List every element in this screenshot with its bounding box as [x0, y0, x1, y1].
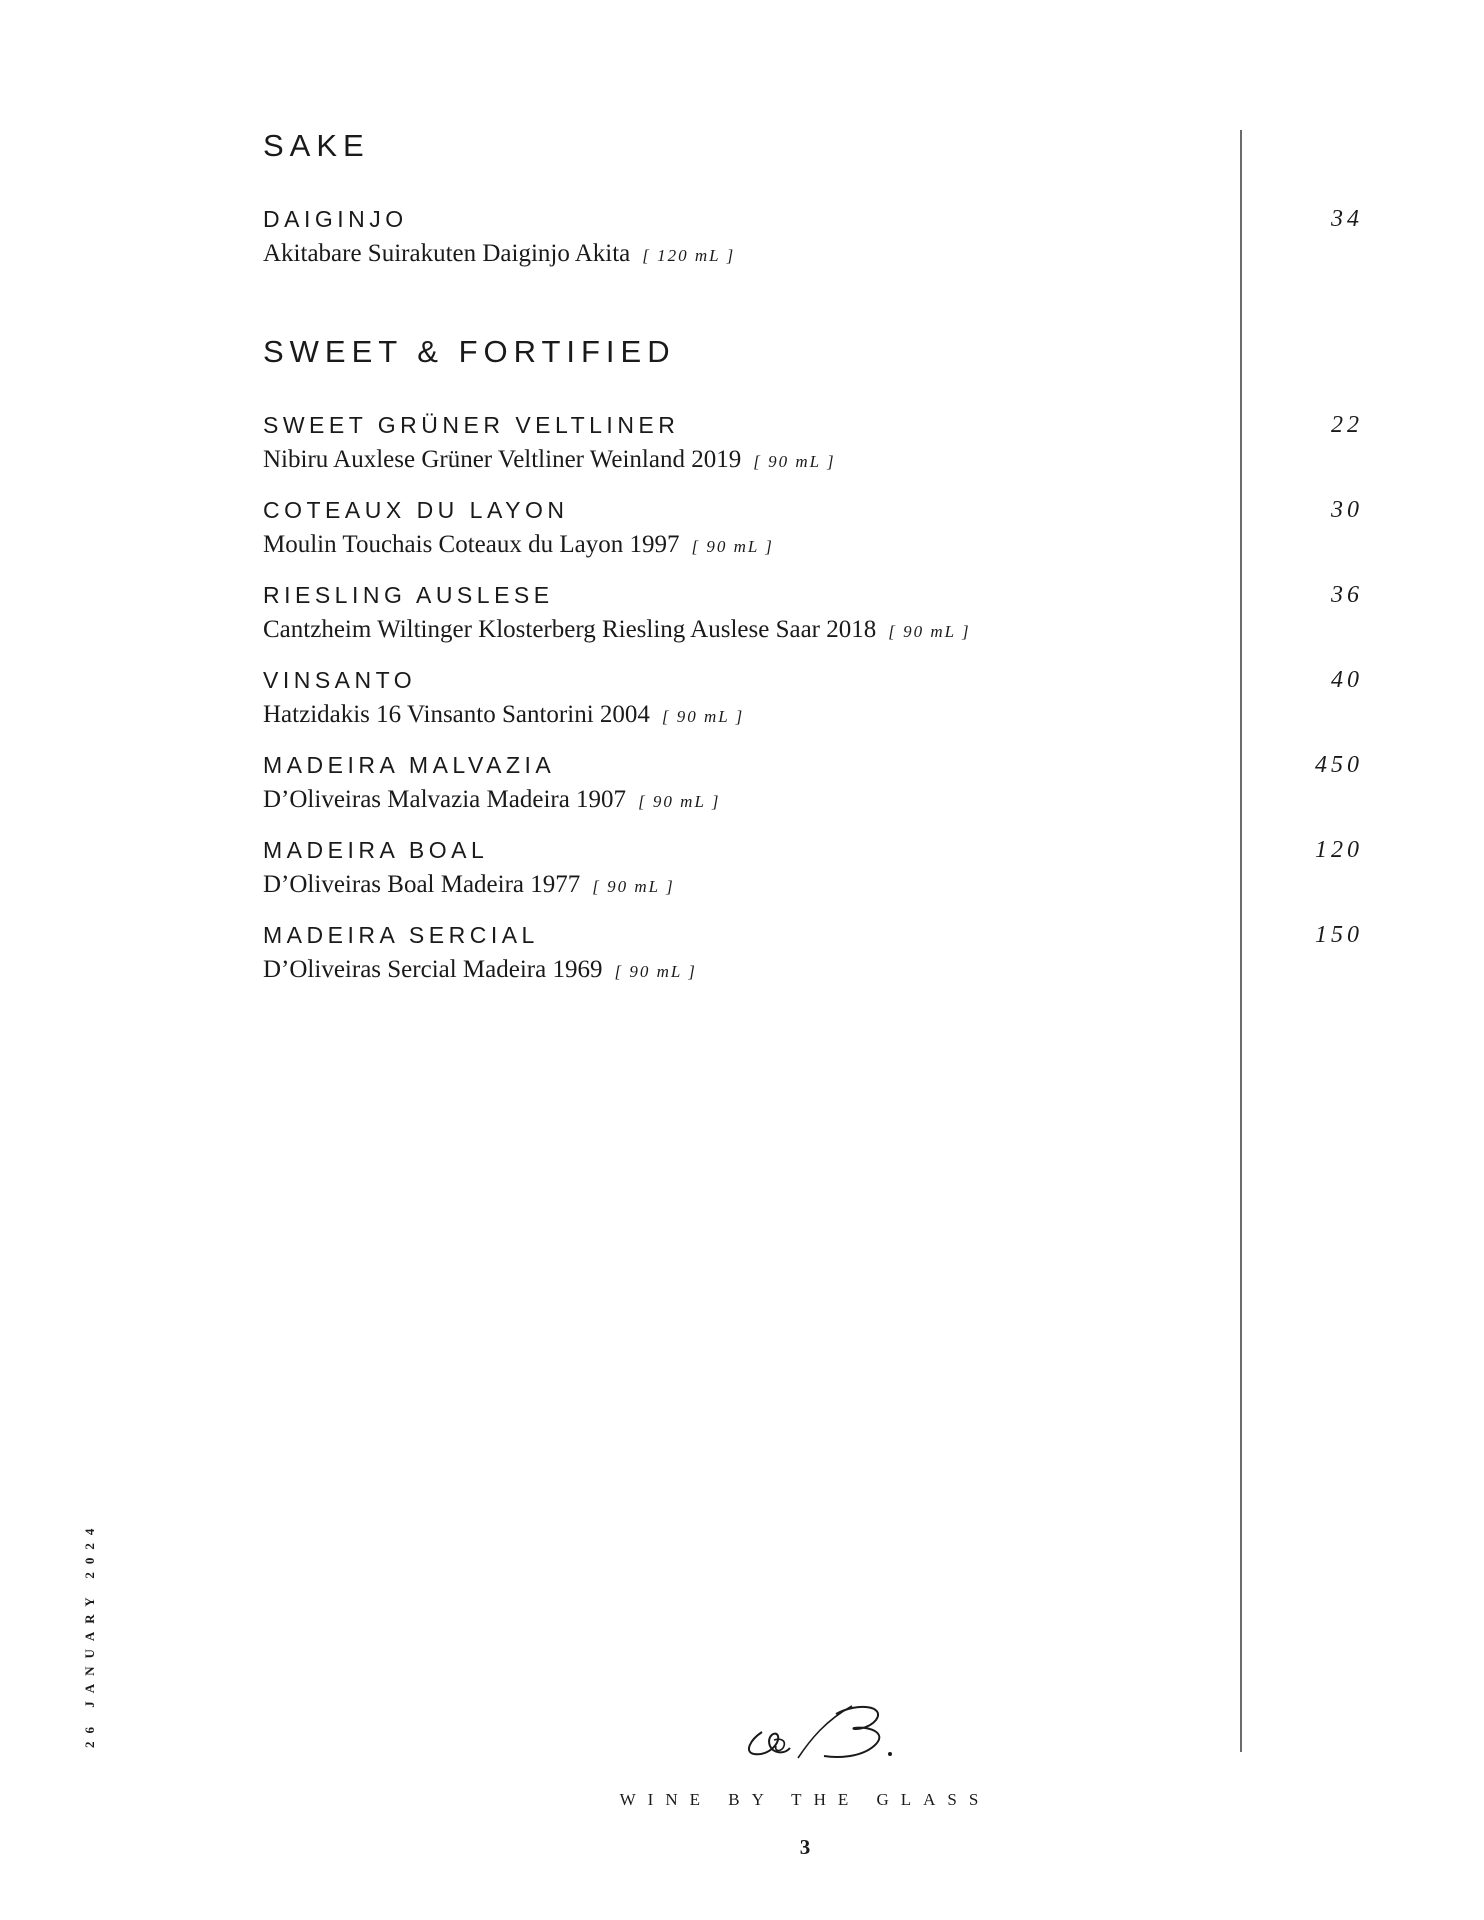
item-description [263, 956, 697, 984]
item-volume: [ 90 mL ] [661, 707, 745, 726]
item-name: MADEIRA MALVAZIA [263, 752, 556, 778]
section-title: SWEET & FORTIFIED [263, 334, 676, 369]
item-volume: [ 120 mL ] [642, 246, 736, 265]
item-description-text: Nibiru Auxlese Grüner Veltliner Weinland 2019 [263, 446, 742, 473]
item-description-text: Akitabare Suirakuten Daiginjo Akita [263, 240, 631, 267]
item-description-text: Cantzheim Wiltinger Klosterberg Riesling Auslese Saar 2018 [263, 616, 877, 643]
item-volume: [ 90 mL ] [638, 792, 721, 811]
item-description [263, 531, 774, 559]
menu-item [263, 837, 1363, 922]
menu-item [263, 922, 1363, 1007]
item-price: 450 [1315, 752, 1363, 778]
item-name: COTEAUX DU LAYON [263, 497, 569, 523]
item-price: 22 [1331, 412, 1363, 438]
item-description-text: D’Oliveiras Boal Madeira 1977 [263, 871, 581, 898]
section-title: SAKE [263, 128, 370, 163]
item-description-text: Moulin Touchais Coteaux du Layon 1997 [263, 531, 680, 558]
item-description-text: D’Oliveiras Malvazia Madeira 1907 [263, 786, 627, 813]
signature-logo [740, 1700, 900, 1770]
item-volume: [ 90 mL ] [753, 452, 836, 471]
menu-item [263, 752, 1363, 837]
item-price: 120 [1315, 837, 1363, 863]
item-price: 34 [1331, 206, 1363, 232]
item-name: MADEIRA SERCIAL [263, 922, 539, 948]
item-description-text: D’Oliveiras Sercial Madeira 1969 [263, 956, 603, 983]
item-description [263, 701, 744, 729]
item-price: 30 [1331, 497, 1363, 523]
item-name: DAIGINJO [263, 206, 408, 232]
menu-item [263, 667, 1363, 752]
section-sweet-fortified [263, 334, 1363, 1007]
item-price: 150 [1315, 922, 1363, 948]
item-description [263, 871, 675, 899]
item-description [263, 786, 720, 814]
item-name: RIESLING AUSLESE [263, 582, 554, 608]
item-price: 36 [1331, 582, 1363, 608]
item-description-text: Hatzidakis 16 Vinsanto Santorini 2004 [263, 701, 650, 728]
item-volume: [ 90 mL ] [691, 537, 774, 556]
item-volume: [ 90 mL ] [614, 962, 697, 981]
item-volume: [ 90 mL ] [592, 877, 675, 896]
item-description [263, 616, 971, 644]
menu-item [263, 582, 1363, 667]
item-name: VINSANTO [263, 667, 417, 693]
item-description [263, 446, 836, 474]
menu-item [263, 497, 1363, 582]
item-description [263, 240, 735, 268]
footer-title: WINE BY THE GLASS [619, 1790, 991, 1809]
item-volume: [ 90 mL ] [888, 622, 971, 641]
menu-item [263, 412, 1363, 497]
menu-item [263, 206, 1363, 291]
item-name: SWEET GRÜNER VELTLINER [263, 412, 680, 438]
section-sake [263, 128, 1363, 291]
item-price: 40 [1331, 667, 1363, 693]
date-label: 26 JANUARY 2024 [82, 1520, 97, 1748]
item-name: MADEIRA BOAL [263, 837, 489, 863]
page-number: 3 [799, 1835, 811, 1859]
